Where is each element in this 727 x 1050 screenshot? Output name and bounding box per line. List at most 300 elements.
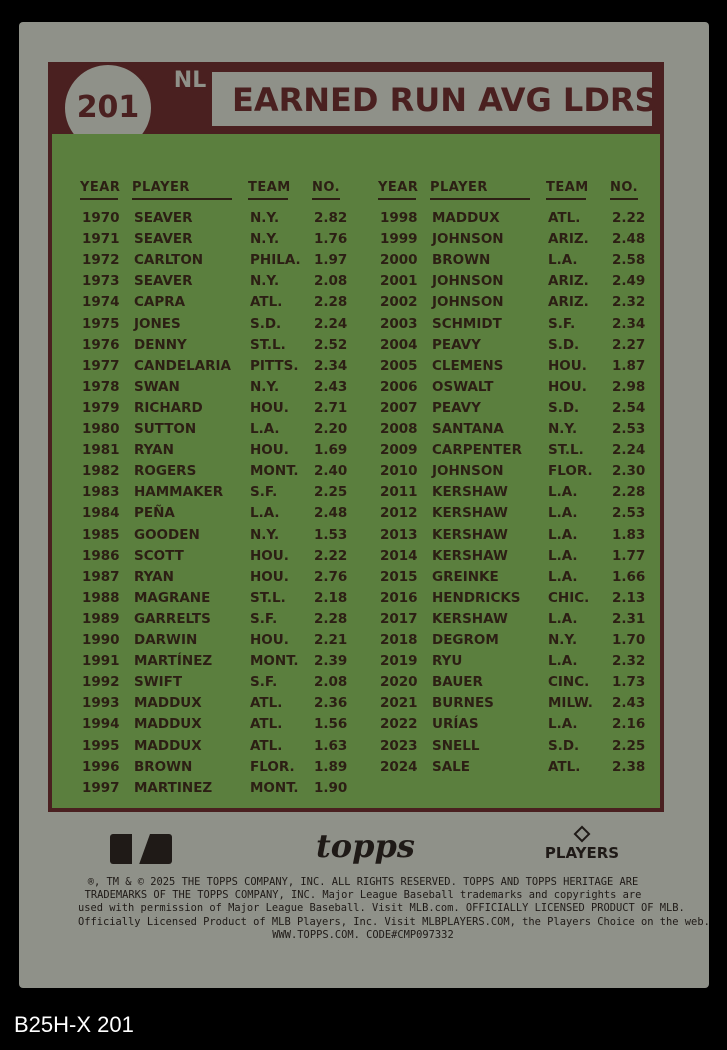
era-cell: 2.28 — [314, 610, 348, 627]
era-cell: 1.63 — [314, 737, 348, 754]
topps-logo: topps — [316, 827, 415, 865]
table-row — [380, 271, 660, 292]
player-cell: BAUER — [432, 674, 483, 691]
table-row — [82, 503, 362, 524]
player-cell: KERSHAW — [432, 526, 508, 543]
card-number: 201 — [76, 90, 140, 125]
year-cell: 2001 — [380, 273, 418, 290]
legal-line: TRADEMARKS OF THE TOPPS COMPANY, INC. Major League Baseball trademarks and copyrights are — [84, 889, 642, 902]
player-cell: GOODEN — [134, 526, 200, 543]
team-cell: N.Y. — [250, 231, 280, 248]
player-cell: SCHMIDT — [432, 315, 502, 332]
era-cell: 2.82 — [314, 210, 348, 226]
table-row — [82, 292, 362, 313]
year-cell: 1978 — [82, 378, 120, 395]
team-cell: S.D. — [250, 315, 282, 332]
table-row — [82, 482, 362, 503]
diamond-icon — [574, 826, 591, 843]
era-cell: 2.36 — [314, 695, 348, 712]
team-cell: MONT. — [250, 463, 299, 480]
era-cell: 2.39 — [314, 653, 348, 670]
year-cell: 2006 — [380, 378, 418, 395]
team-cell: N.Y. — [250, 273, 280, 290]
table-row — [380, 461, 660, 482]
header-underline — [80, 198, 118, 200]
player-cell: DEGROM — [432, 632, 499, 648]
era-cell: 2.28 — [314, 294, 348, 311]
player-cell: JOHNSON — [432, 273, 504, 290]
table-row — [82, 229, 362, 250]
team-cell: PHILA. — [250, 252, 301, 269]
player-cell: MADDUX — [134, 737, 202, 754]
legal-line: WWW.TOPPS.COM. CODE#CMP097332 — [272, 928, 454, 941]
year-cell: 2011 — [380, 484, 418, 501]
era-cell: 2.43 — [314, 378, 348, 395]
era-cell: 1.70 — [612, 632, 646, 648]
team-cell: ST.L. — [250, 589, 286, 606]
year-cell: 2019 — [380, 653, 418, 670]
team-cell: ATL. — [548, 758, 581, 775]
table-row — [82, 736, 362, 757]
era-cell: 1.90 — [314, 779, 348, 796]
team-cell: HOU. — [250, 442, 289, 459]
player-cell: SWIFT — [134, 674, 183, 691]
team-cell: S.D. — [548, 336, 580, 353]
header-player-right: PLAYER — [430, 180, 488, 195]
player-cell: BURNES — [432, 695, 494, 712]
team-cell: MILW. — [548, 695, 593, 712]
player-cell: MAGRANE — [134, 589, 211, 606]
header-year-right: YEAR — [378, 180, 419, 195]
player-cell: PEÑA — [134, 505, 175, 522]
year-cell: 1995 — [82, 737, 120, 754]
table-row — [380, 714, 660, 735]
table-row — [82, 546, 362, 567]
team-cell: S.F. — [548, 315, 576, 332]
team-cell: CHIC. — [548, 589, 590, 606]
team-cell: MONT. — [250, 653, 299, 670]
table-row — [380, 377, 660, 398]
year-cell: 1981 — [82, 442, 120, 459]
year-cell: 1999 — [380, 231, 418, 248]
team-cell: ARIZ. — [548, 294, 589, 311]
year-cell: 1997 — [82, 779, 120, 796]
team-cell: ARIZ. — [548, 273, 589, 290]
header-team-right: TEAM — [546, 180, 589, 195]
era-cell: 1.97 — [314, 252, 348, 269]
era-cell: 1.87 — [612, 357, 646, 374]
player-cell: PEAVY — [432, 399, 481, 416]
player-cell: MADDUX — [134, 716, 202, 733]
era-cell: 2.08 — [314, 273, 348, 290]
era-cell: 1.89 — [314, 758, 348, 775]
table-row — [82, 250, 362, 271]
era-cell: 1.76 — [314, 231, 348, 248]
era-cell: 2.22 — [314, 547, 348, 564]
year-cell: 2013 — [380, 526, 418, 543]
table-row — [82, 693, 362, 714]
player-cell: HAMMAKER — [134, 484, 224, 501]
era-cell: 2.25 — [612, 737, 646, 754]
table-row — [82, 398, 362, 419]
table-row — [380, 482, 660, 503]
era-cell: 2.58 — [612, 252, 646, 269]
team-cell: L.A. — [548, 547, 578, 564]
team-cell: PITTS. — [250, 357, 299, 374]
year-cell: 1979 — [82, 399, 120, 416]
year-cell: 2012 — [380, 505, 418, 522]
year-cell: 1996 — [82, 758, 120, 775]
table-row — [380, 609, 660, 630]
team-cell: FLOR. — [250, 758, 295, 775]
era-cell: 2.32 — [612, 653, 646, 670]
player-cell: JOHNSON — [432, 231, 504, 248]
year-cell: 2023 — [380, 737, 418, 754]
player-cell: RYU — [432, 653, 463, 670]
table-row — [380, 567, 660, 588]
year-cell: 1987 — [82, 568, 120, 585]
table-row — [380, 356, 660, 377]
era-cell: 2.54 — [612, 399, 646, 416]
era-cell: 1.69 — [314, 442, 348, 459]
table-row — [82, 461, 362, 482]
table-row — [82, 525, 362, 546]
table-row — [380, 250, 660, 271]
era-cell: 1.83 — [612, 526, 646, 543]
table-row — [380, 736, 660, 757]
player-cell: KERSHAW — [432, 505, 508, 522]
era-cell: 2.52 — [314, 336, 348, 353]
year-cell: 2005 — [380, 357, 418, 374]
table-row — [380, 672, 660, 693]
year-cell: 1972 — [82, 252, 120, 269]
year-cell: 2018 — [380, 632, 418, 648]
year-cell: 1970 — [82, 210, 120, 226]
players-logo — [540, 828, 624, 868]
era-cell: 2.48 — [612, 231, 646, 248]
year-cell: 1980 — [82, 421, 120, 437]
era-cell: 2.22 — [612, 210, 646, 226]
image-caption: B25H-X 201 — [14, 1012, 134, 1037]
player-cell: SALE — [432, 758, 470, 775]
era-cell: 2.24 — [612, 442, 646, 459]
table-row — [380, 503, 660, 524]
player-cell: CANDELARIA — [134, 357, 231, 374]
team-cell: ST.L. — [250, 336, 286, 353]
player-cell: BROWN — [134, 758, 193, 775]
player-cell: SCOTT — [134, 547, 184, 564]
table-row — [380, 419, 660, 440]
year-cell: 1990 — [82, 632, 120, 648]
player-cell: URÍAS — [432, 716, 479, 733]
team-cell: S.D. — [548, 399, 580, 416]
year-cell: 2003 — [380, 315, 418, 332]
player-cell: CLEMENS — [432, 357, 504, 374]
table-row — [82, 630, 362, 651]
team-cell: L.A. — [548, 505, 578, 522]
era-cell: 1.73 — [612, 674, 646, 691]
era-cell: 2.53 — [612, 421, 646, 437]
player-cell: SEAVER — [134, 231, 193, 248]
team-cell: N.Y. — [250, 210, 280, 226]
team-cell: ATL. — [250, 294, 283, 311]
era-cell: 2.31 — [612, 610, 646, 627]
header-underline — [546, 198, 586, 200]
player-cell: SEAVER — [134, 273, 193, 290]
legal-line: ®, TM & © 2025 THE TOPPS COMPANY, INC. ALL RIGHTS RESERVED. TOPPS AND TOPPS HERITAGE ARE — [87, 876, 639, 888]
table-row — [380, 229, 660, 250]
era-cell: 2.71 — [314, 399, 348, 416]
year-cell: 2000 — [380, 252, 418, 269]
team-cell: ST.L. — [548, 442, 584, 459]
player-cell: MADDUX — [134, 695, 202, 712]
team-cell: ATL. — [250, 737, 283, 754]
team-cell: L.A. — [548, 484, 578, 501]
team-cell: S.F. — [250, 674, 278, 691]
table-row — [82, 419, 362, 440]
table-row — [380, 525, 660, 546]
team-cell: FLOR. — [548, 463, 593, 480]
team-cell: HOU. — [548, 378, 587, 395]
team-cell: CINC. — [548, 674, 590, 691]
player-cell: MARTÍNEZ — [134, 653, 213, 670]
era-cell: 2.20 — [314, 421, 348, 437]
player-cell: KERSHAW — [432, 547, 508, 564]
year-cell: 1988 — [82, 589, 120, 606]
year-cell: 1985 — [82, 526, 120, 543]
player-cell: RYAN — [134, 442, 174, 459]
table-row — [380, 651, 660, 672]
year-cell: 1982 — [82, 463, 120, 480]
table-row — [380, 757, 660, 778]
header-player-left: PLAYER — [132, 180, 190, 195]
table-row — [82, 778, 362, 799]
year-cell: 1991 — [82, 653, 120, 670]
year-cell: 1984 — [82, 505, 120, 522]
year-cell: 1976 — [82, 336, 120, 353]
card-title: EARNED RUN AVG LDRS — [232, 81, 658, 119]
year-cell: 1992 — [82, 674, 120, 691]
player-cell: BROWN — [432, 252, 491, 269]
header-underline — [378, 198, 416, 200]
table-row — [82, 651, 362, 672]
year-cell: 1986 — [82, 547, 120, 564]
year-cell: 1993 — [82, 695, 120, 712]
table-row — [82, 377, 362, 398]
team-cell: L.A. — [548, 716, 578, 733]
era-cell: 1.77 — [612, 547, 646, 564]
year-cell: 1989 — [82, 610, 120, 627]
player-cell: ROGERS — [134, 463, 197, 480]
player-cell: RYAN — [134, 568, 174, 585]
era-cell: 2.27 — [612, 336, 646, 353]
era-cell: 2.16 — [612, 716, 646, 733]
era-cell: 2.34 — [314, 357, 348, 374]
player-cell: DENNY — [134, 336, 187, 353]
team-cell: HOU. — [250, 568, 289, 585]
era-cell: 2.38 — [612, 758, 646, 775]
table-row — [82, 208, 362, 229]
team-cell: ATL. — [548, 210, 581, 226]
team-cell: N.Y. — [548, 421, 578, 437]
team-cell: S.F. — [250, 484, 278, 501]
year-cell: 2016 — [380, 589, 418, 606]
year-cell: 2002 — [380, 294, 418, 311]
era-cell: 2.32 — [612, 294, 646, 311]
table-row — [82, 588, 362, 609]
legal-text — [78, 876, 710, 942]
player-cell: DARWIN — [134, 632, 198, 648]
table-row — [82, 271, 362, 292]
era-cell: 2.21 — [314, 632, 348, 648]
era-cell: 2.13 — [612, 589, 646, 606]
player-cell: MARTINEZ — [134, 779, 213, 796]
header-no-right: NO. — [610, 180, 639, 195]
era-cell: 2.25 — [314, 484, 348, 501]
header-underline — [312, 198, 340, 200]
year-cell: 1998 — [380, 210, 418, 226]
era-cell: 2.40 — [314, 463, 348, 480]
player-cell: CARPENTER — [432, 442, 522, 459]
header-underline — [610, 198, 638, 200]
player-cell: KERSHAW — [432, 484, 508, 501]
player-cell: KERSHAW — [432, 610, 508, 627]
player-cell: SANTANA — [432, 421, 504, 437]
year-cell: 2017 — [380, 610, 418, 627]
table-row — [380, 440, 660, 461]
player-cell: RICHARD — [134, 399, 203, 416]
table-row — [82, 714, 362, 735]
year-cell: 2024 — [380, 758, 418, 775]
team-cell: HOU. — [548, 357, 587, 374]
era-cell: 2.08 — [314, 674, 348, 691]
player-cell: SEAVER — [134, 210, 193, 226]
player-cell: CARLTON — [134, 252, 204, 269]
table-row — [82, 356, 362, 377]
player-cell: CAPRA — [134, 294, 186, 311]
team-cell: L.A. — [548, 252, 578, 269]
year-cell: 2008 — [380, 421, 418, 437]
table-row — [82, 314, 362, 335]
team-cell: L.A. — [548, 568, 578, 585]
header-underline — [248, 198, 288, 200]
team-cell: L.A. — [250, 421, 280, 437]
table-row — [82, 567, 362, 588]
player-cell: GREINKE — [432, 568, 499, 585]
year-cell: 1971 — [82, 231, 120, 248]
team-cell: L.A. — [548, 610, 578, 627]
year-cell: 1974 — [82, 294, 120, 311]
player-cell: MADDUX — [432, 210, 500, 226]
era-cell: 1.66 — [612, 568, 646, 585]
table-row — [82, 609, 362, 630]
year-cell: 2010 — [380, 463, 418, 480]
era-cell: 2.18 — [314, 589, 348, 606]
year-cell: 1994 — [82, 716, 120, 733]
era-cell: 2.28 — [612, 484, 646, 501]
era-cell: 2.34 — [612, 315, 646, 332]
table-row — [82, 757, 362, 778]
table-row — [82, 672, 362, 693]
era-cell: 2.24 — [314, 315, 348, 332]
year-cell: 1983 — [82, 484, 120, 501]
year-cell: 2021 — [380, 695, 418, 712]
era-cell: 2.53 — [612, 505, 646, 522]
player-cell: GARRELTS — [134, 610, 211, 627]
legal-line: used with permission of Major League Baseball. Visit MLB.com. OFFICIALLY LICENSED PRODUCT OF MLB. — [78, 902, 685, 915]
mlb-logo-icon — [110, 834, 172, 864]
table-row — [380, 314, 660, 335]
year-cell: 2004 — [380, 336, 418, 353]
player-cell: JONES — [134, 315, 181, 332]
header-no-left: NO. — [312, 180, 341, 195]
year-cell: 2015 — [380, 568, 418, 585]
team-cell: MONT. — [250, 779, 299, 796]
team-cell: ATL. — [250, 716, 283, 733]
player-cell: SNELL — [432, 737, 480, 754]
player-cell: OSWALT — [432, 378, 494, 395]
year-cell: 2007 — [380, 399, 418, 416]
era-cell: 2.49 — [612, 273, 646, 290]
team-cell: S.F. — [250, 610, 278, 627]
players-logo-text: PLAYERS — [544, 844, 620, 862]
team-cell: N.Y. — [548, 632, 578, 648]
era-cell: 2.98 — [612, 378, 646, 395]
player-cell: JOHNSON — [432, 463, 504, 480]
year-cell: 1975 — [82, 315, 120, 332]
team-cell: ATL. — [250, 695, 283, 712]
player-cell: HENDRICKS — [432, 589, 521, 606]
table-row — [380, 693, 660, 714]
table-row — [380, 208, 660, 229]
team-cell: N.Y. — [250, 378, 280, 395]
team-cell: HOU. — [250, 547, 289, 564]
year-cell: 2009 — [380, 442, 418, 459]
year-cell: 2020 — [380, 674, 418, 691]
year-cell: 1973 — [82, 273, 120, 290]
era-cell: 1.53 — [314, 526, 348, 543]
player-cell: SWAN — [134, 378, 180, 395]
year-cell: 2022 — [380, 716, 418, 733]
table-row — [380, 335, 660, 356]
team-cell: ARIZ. — [548, 231, 589, 248]
legal-line: Officially Licensed Product of MLB Players, Inc. Visit MLBPLAYERS.COM, the Players Choice on the web. — [78, 915, 710, 928]
player-cell: PEAVY — [432, 336, 481, 353]
table-row — [82, 440, 362, 461]
table-row — [380, 546, 660, 567]
table-row — [380, 588, 660, 609]
table-row — [380, 292, 660, 313]
era-cell: 2.30 — [612, 463, 646, 480]
team-cell: HOU. — [250, 399, 289, 416]
table-row — [380, 630, 660, 651]
table-row — [380, 398, 660, 419]
table-row — [82, 335, 362, 356]
era-cell: 2.76 — [314, 568, 348, 585]
header-underline — [430, 198, 530, 200]
team-cell: L.A. — [250, 505, 280, 522]
player-cell: JOHNSON — [432, 294, 504, 311]
team-cell: L.A. — [548, 526, 578, 543]
year-cell: 1977 — [82, 357, 120, 374]
player-cell: SUTTON — [134, 421, 197, 437]
league-badge: NL — [173, 68, 207, 93]
team-cell: L.A. — [548, 653, 578, 670]
team-cell: N.Y. — [250, 526, 280, 543]
era-cell: 2.43 — [612, 695, 646, 712]
header-team-left: TEAM — [248, 180, 291, 195]
year-cell: 2014 — [380, 547, 418, 564]
